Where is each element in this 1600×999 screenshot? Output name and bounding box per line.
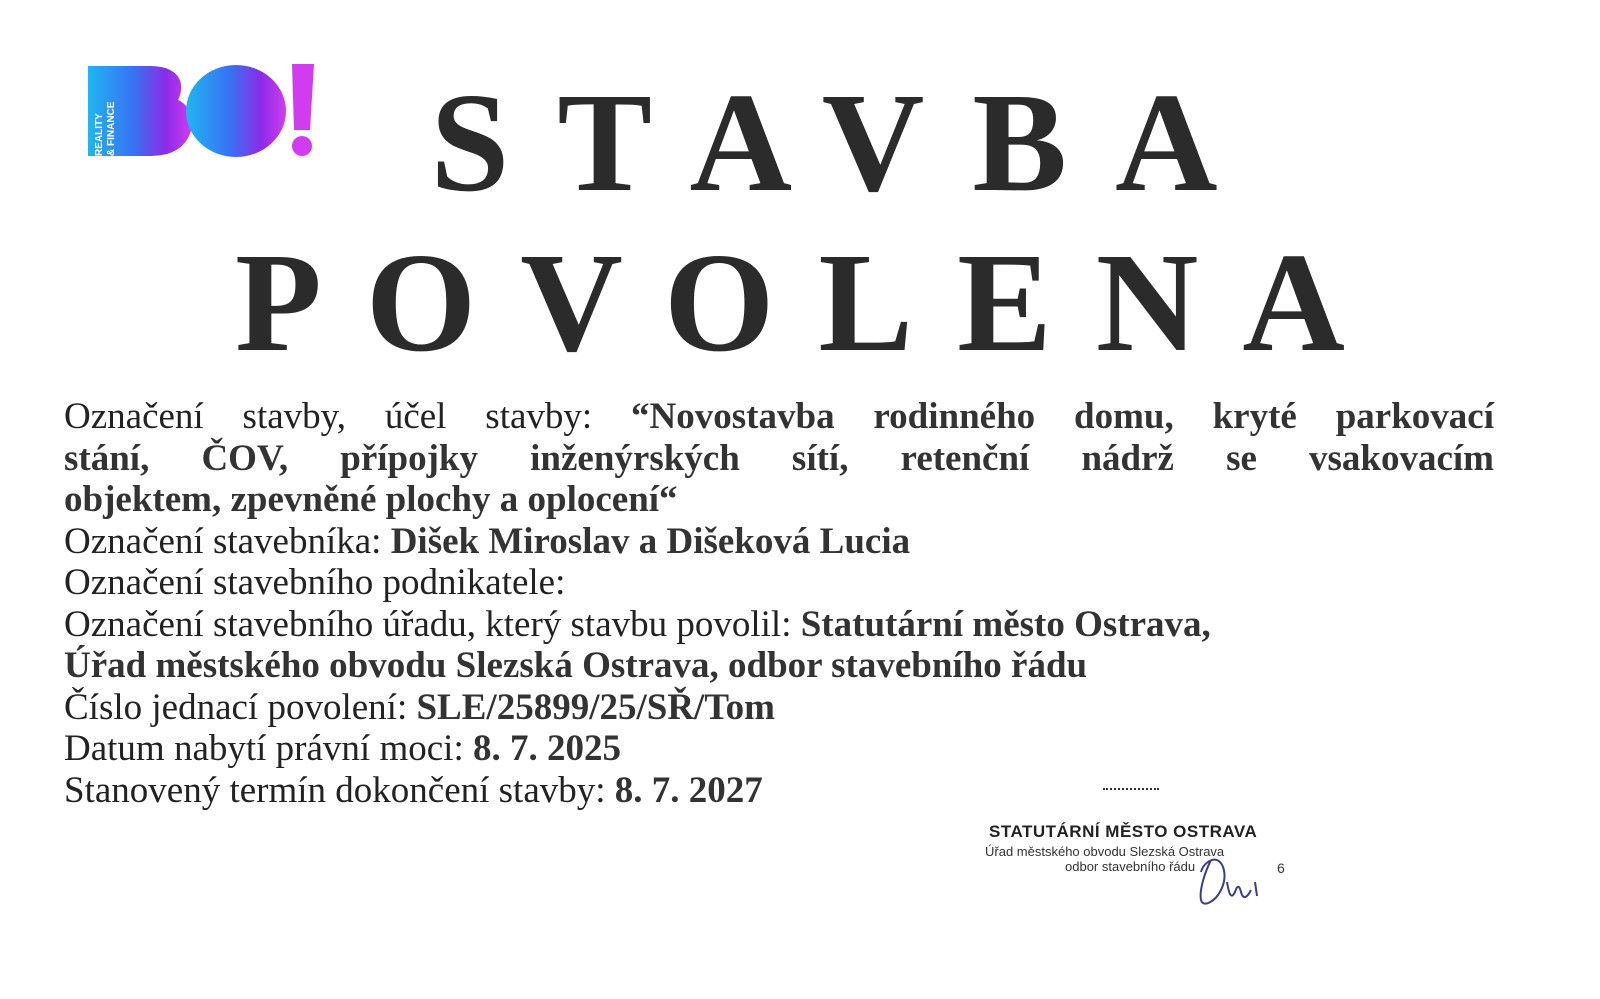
- builder-value: Dišek Miroslav a Dišeková Lucia: [390, 520, 911, 562]
- contractor-line: [64, 562, 1494, 604]
- handwritten-signature: [1181, 842, 1281, 912]
- builder-line: [64, 521, 1494, 563]
- purpose-line-1: [64, 396, 1494, 438]
- purpose-line-2: [64, 438, 1494, 480]
- logo-side-text-2: & FINANCE: [106, 101, 117, 156]
- ref-label: Číslo jednací povolení:: [64, 686, 417, 728]
- purpose-label: Označení stavby, účel stavby:: [64, 396, 632, 437]
- office-value-1: Statutární město Ostrava,: [800, 603, 1211, 645]
- office-label: Označení stavebního úřadu, který stavbu povolil:: [64, 603, 801, 645]
- notice-body: [64, 396, 1494, 811]
- deadline-value: 8. 7. 2027: [614, 769, 763, 811]
- effective-line: [64, 728, 1494, 770]
- office-line-1: [64, 604, 1494, 646]
- stamp-line-2: odbor stavebního řádu: [1065, 859, 1196, 874]
- builder-label: Označení stavebníka:: [64, 520, 391, 562]
- office-stamp: [985, 780, 1315, 930]
- stamp-number: 6: [1277, 860, 1285, 876]
- office-line-2: [64, 645, 1494, 687]
- effective-label: Datum nabytí právní moci:: [64, 728, 473, 769]
- stamp-title: STATUTÁRNÍ MĚSTO OSTRAVA: [989, 822, 1258, 841]
- contractor-label: Označení stavebního podnikatele:: [64, 562, 566, 603]
- office-value-2: Úřad městského obvodu Slezská Ostrava, odbor stavebního řádu: [64, 645, 1088, 686]
- purpose-value-3: objektem, zpevněné plochy a oplocení“: [64, 479, 678, 520]
- ref-line: [64, 687, 1494, 729]
- purpose-line-3: [64, 479, 1494, 521]
- effective-value: 8. 7. 2025: [472, 728, 621, 769]
- ref-value: SLE/25899/25/SŘ/Tom: [416, 686, 775, 728]
- deadline-label: Stanovený termín dokončení stavby:: [64, 769, 615, 811]
- heading-line-1: STAVBA: [430, 63, 1266, 221]
- stamp-line-1: Úřad městského obvodu Slezská Ostrava: [985, 844, 1225, 859]
- heading-line-2: POVOLENA: [235, 223, 1389, 381]
- purpose-value-2: stání, ČOV, přípojky inženýrských sítí, retenční nádrž se vsakovacím: [64, 437, 1494, 479]
- stamp-dots: [1103, 788, 1159, 790]
- logo-side-text-1: REALITY: [94, 113, 105, 156]
- purpose-value-1: “Novostavba rodinného domu, kryté parkovací: [631, 396, 1494, 437]
